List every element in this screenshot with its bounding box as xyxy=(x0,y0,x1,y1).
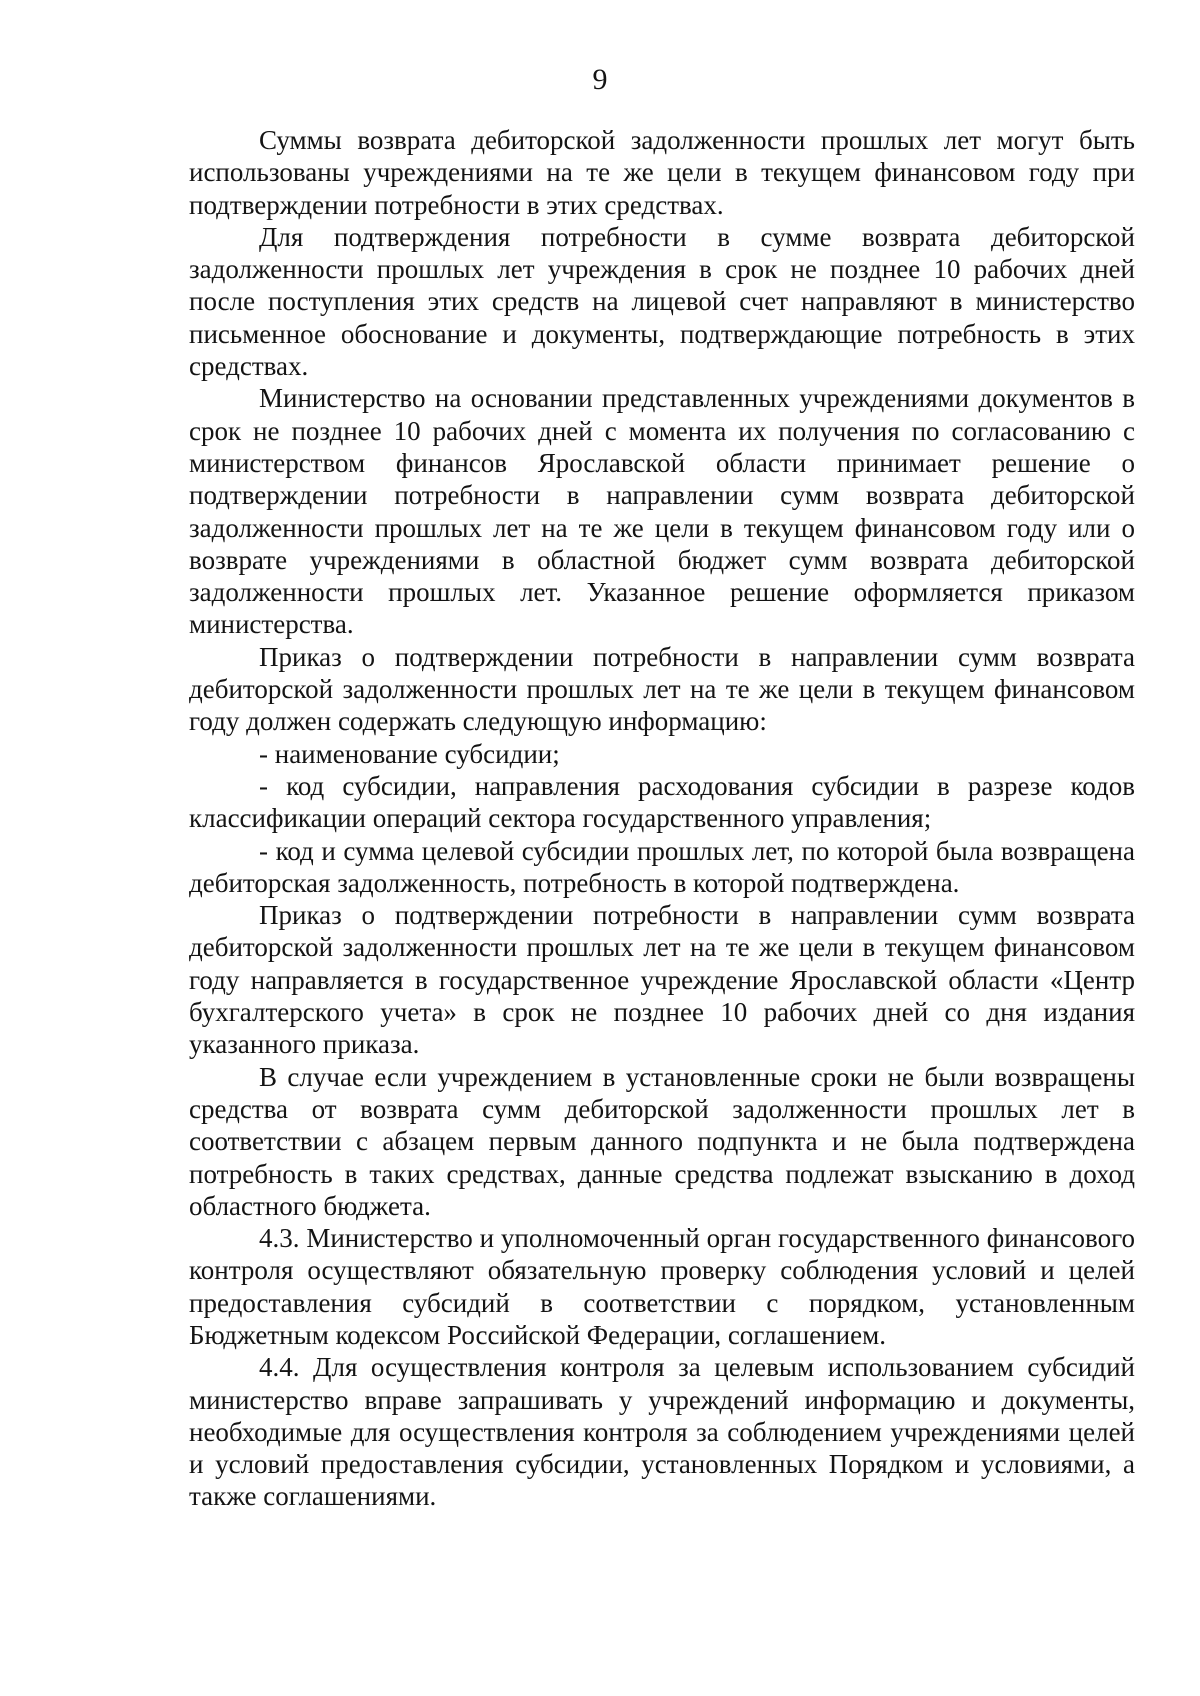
document-body xyxy=(189,124,1135,1513)
list-item-subsidy-name: - наименование субсидии; xyxy=(259,738,560,769)
paragraph-order-content: Приказ о подтверждении потребности в направлении сумм возврата дебиторской задолженности прошлых лет на те же цели в текущем финансовом году должен содержать следующую информацию: xyxy=(189,641,1135,737)
paragraph-recovery: В случае если учреждением в установленные сроки не были возвращены средства от возврата сумм дебиторской задолженности прошлых лет в соответствии с абзацем первым данного подпункта и не была подтверждена потребность в таких средствах, данные средства подлежат взысканию в доход областного бюджета. xyxy=(189,1061,1135,1221)
paragraph-4-4: 4.4. Для осуществления контроля за целевым использованием субсидий министерство вправе запрашивать у учреждений информацию и документы, необходимые для осуществления контроля за соблюдением учреждениями целей и условий предоставления субсидии, установленных Порядком и условиями, а также соглашениями. xyxy=(189,1352,1135,1512)
paragraph-order-sending: Приказ о подтверждении потребности в направлении сумм возврата дебиторской задолженности прошлых лет на те же цели в текущем финансовом году направляется в государственное учреждение Ярославской области «Центр бухгалтерского учета» в срок не позднее 10 рабочих дней со дня издания указанного приказа. xyxy=(189,900,1135,1060)
paragraph-return-amounts: Суммы возврата дебиторской задолженности прошлых лет могут быть использованы учреждениями на те же цели в текущем финансовом году при подтверждении потребности в этих средствах. xyxy=(189,125,1135,220)
list-item-subsidy-code: - код субсидии, направления расходования субсидии в разрезе кодов классификации операций сектора государственного управления; xyxy=(189,770,1135,834)
page-number: 9 xyxy=(592,63,608,96)
paragraph-4-3: 4.3. Министерство и уполномоченный орган государственного финансового контроля осуществляют обязательную проверку соблюдения условий и целей предоставления субсидий в соответствии с порядком, установленным Бюджетным кодексом Российской Федерации, соглашением. xyxy=(189,1223,1135,1350)
paragraph-ministry-decision: Министерство на основании представленных учреждениями документов в срок не позднее 10 рабочих дней с момента их получения по согласованию с министерством финансов Ярославской области принимает решение о подтверждении потребности в направлении сумм возврата дебиторской задолженности прошлых лет на те же цели в текущем финансовом году или о возврате учреждениями в областной бюджет сумм возврата дебиторской задолженности прошлых лет. Указанное решение оформляется приказом министерства. xyxy=(189,383,1135,640)
list-item-subsidy-amount: - код и сумма целевой субсидии прошлых лет, по которой была возвращена дебиторская задолженность, потребность в которой подтверждена. xyxy=(189,835,1135,898)
paragraph-confirmation-documents: Для подтверждения потребности в сумме возврата дебиторской задолженности прошлых лет учреждения в срок не позднее 10 рабочих дней после поступления этих средств на лицевой счет направляют в министерство письменное обоснование и документы, подтверждающие потребность в этих средствах. xyxy=(189,221,1135,382)
